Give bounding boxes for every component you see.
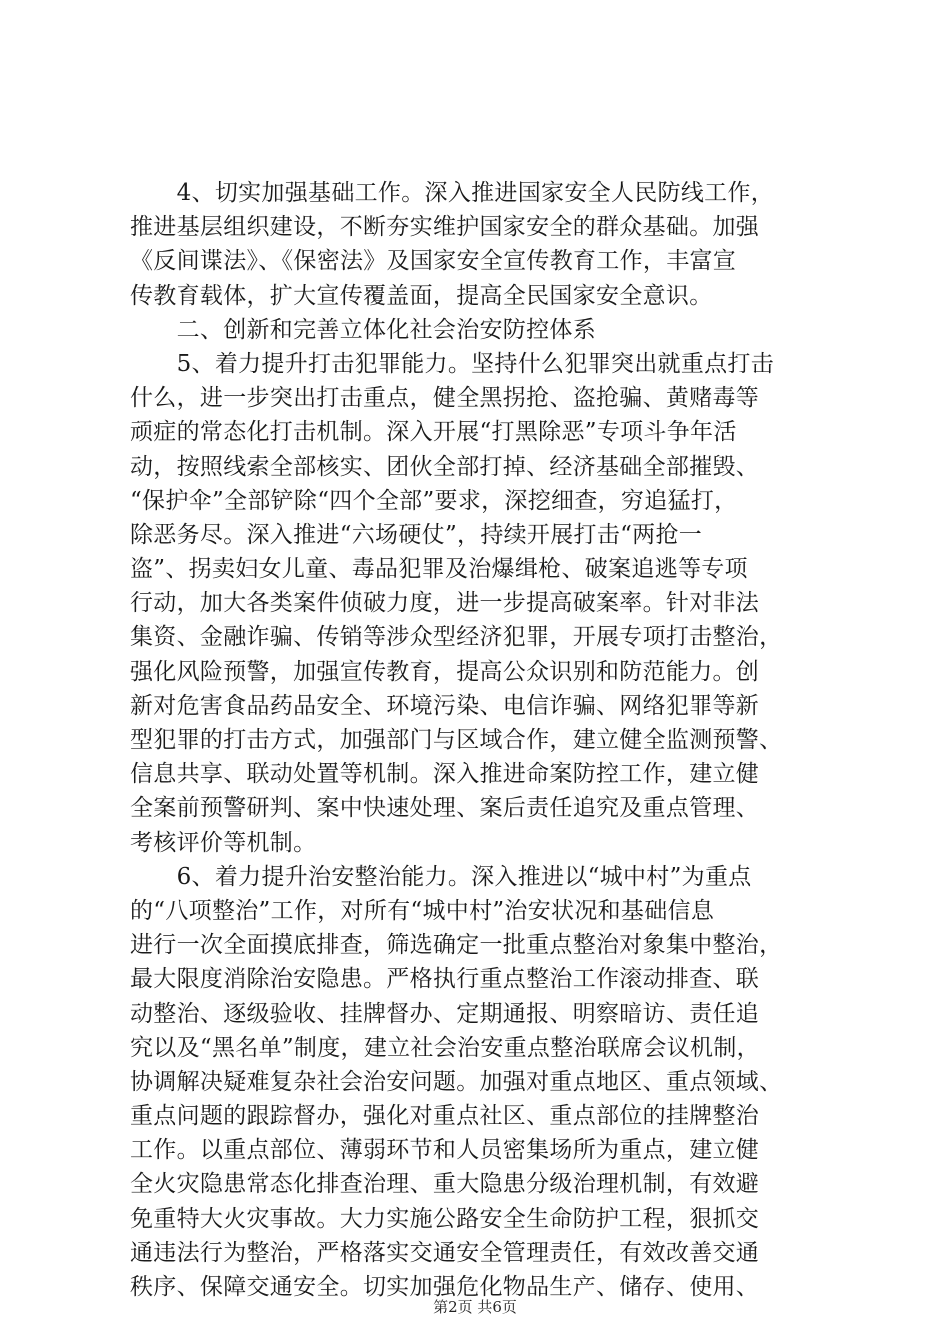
text-line: 除恶务尽。深入推进“六场硬仗”，持续开展打击“两抢一 [130,521,703,548]
text-line: “保护伞”全部铲除“四个全部”要求，深挖细查，穷追猛打， [130,487,738,514]
page-footer: 第2页 共6页 [433,1298,517,1316]
text-line: 盗”、拐卖妇女儿童、毒品犯罪及治爆缉枪、破案追逃等专项 [130,556,748,583]
document-body [130,176,830,1304]
text-line: 究以及“黑名单”制度，建立社会治安重点整治联席会议机制， [130,1034,760,1061]
text-line: 推进基层组织建设，不断夯实维护国家安全的群众基础。加强 [130,214,760,241]
text-line: 动，按照线索全部核实、团伙全部打掉、经济基础全部摧毁、 [130,453,760,480]
text-line: 集资、金融诈骗、传销等涉众型经济犯罪，开展专项打击整治， [130,624,783,651]
text-line: 免重特大火灾事故。大力实施公路安全生命防护工程，狠抓交 [130,1205,760,1232]
text-line: 顽症的常态化打击机制。深入开展“打黑除恶”专项斗争年活 [130,419,737,446]
text-line: 重点问题的跟踪督办，强化对重点社区、重点部位的挂牌整治 [130,1103,760,1130]
text-line: 型犯罪的打击方式，加强部门与区域合作，建立健全监测预警、 [130,727,783,753]
text-line: 新对危害食品药品安全、环境污染、电信诈骗、网络犯罪等新 [130,692,760,719]
text-line: 全案前预警研判、案中快速处理、案后责任追究及重点管理、 [130,795,760,822]
text-line: 进行一次全面摸底排查，筛选确定一批重点整治对象集中整治， [130,932,783,959]
text-line: 通违法行为整治，严格落实交通安全管理责任，有效改善交通 [130,1239,760,1266]
text-line: 考核评价等机制。 [130,829,317,856]
text-line: 的“八项整治”工作，对所有“城中村”治安状况和基础信息 [130,897,715,924]
text-line: 动整治、逐级验收、挂牌督办、定期通报、明察暗访、责任追 [130,1000,760,1027]
text-line: 4、切实加强基础工作。深入推进国家安全人民防线工作， [130,180,775,206]
text-line: 最大限度消除治安隐患。严格执行重点整治工作滚动排查、联 [130,966,760,993]
text-line: 《反间谍法》、《保密法》及国家安全宣传教育工作，丰富宣 [130,248,737,275]
text-line: 全火灾隐患常态化排查治理、重大隐患分级治理机制，有效避 [130,1171,760,1198]
text-line: 6、着力提升治安整治能力。深入推进以“城中村”为重点 [130,863,752,890]
text-line: 什么，进一步突出打击重点，健全黑拐抢、盗抢骗、黄赌毒等 [130,385,760,412]
text-line: 传教育载体，扩大宣传覆盖面，提高全民国家安全意识。 [130,282,713,309]
text-line: 二、创新和完善立体化社会治安防控体系 [130,316,596,343]
text-line: 行动，加大各类案件侦破力度，进一步提高破案率。针对非法 [130,590,760,617]
text-line: 5、着力提升打击犯罪能力。坚持什么犯罪突出就重点打击 [130,350,775,377]
text-line: 信息共享、联动处置等机制。深入推进命案防控工作，建立健 [130,761,760,788]
text-line: 秩序、保障交通安全。切实加强危化物品生产、储存、使用、 [130,1274,760,1300]
text-line: 强化风险预警，加强宣传教育，提高公众识别和防范能力。创 [130,658,760,685]
text-line: 工作。以重点部位、薄弱环节和人员密集场所为重点，建立健 [130,1137,760,1164]
text-line: 协调解决疑难复杂社会治安问题。加强对重点地区、重点领域、 [130,1068,783,1095]
